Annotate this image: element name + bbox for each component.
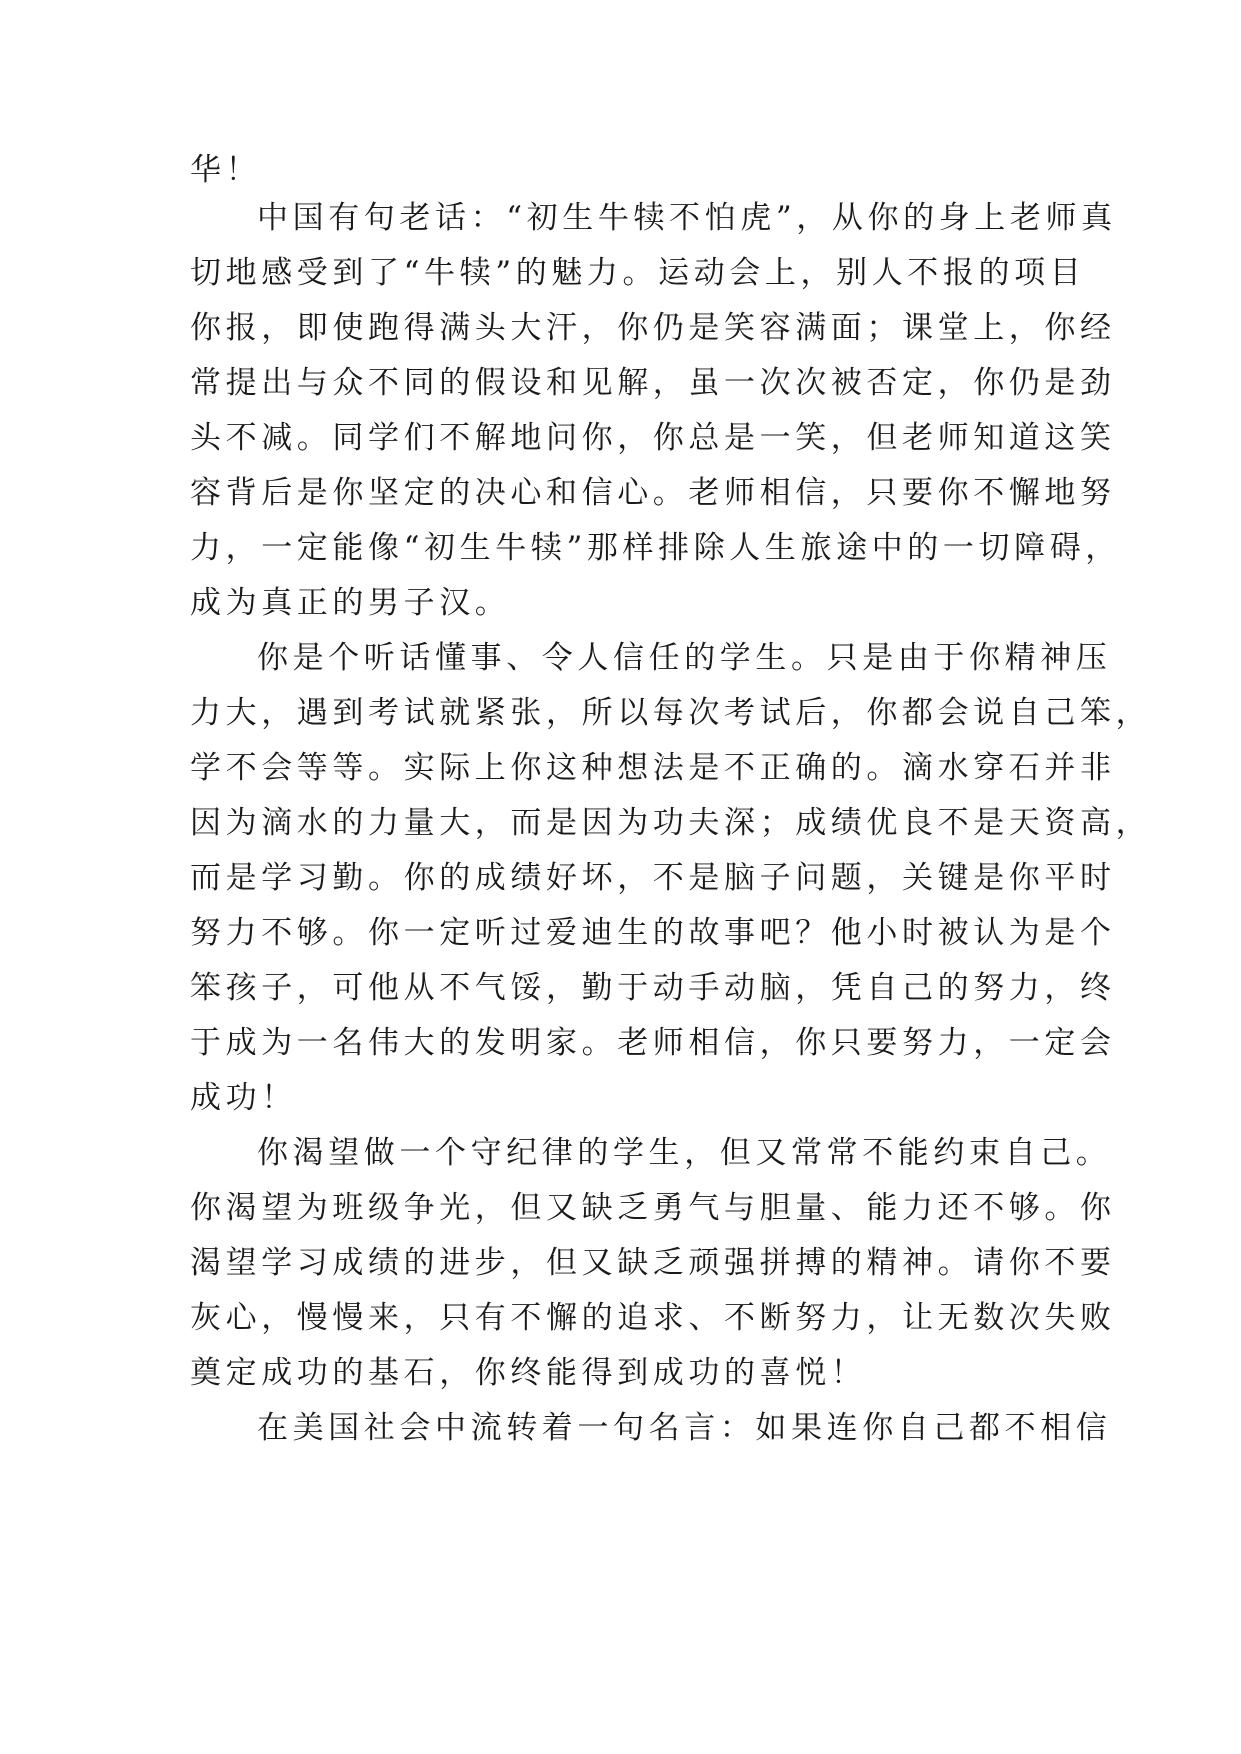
text-line: 成功！ (190, 1080, 297, 1116)
text-line: 头不减。同学们不解地问你，你总是一笑，但老师知道这笑 (190, 420, 1116, 456)
text-line: 渴望学习成绩的进步，但又缺乏顽强拼搏的精神。请你不要 (190, 1245, 1116, 1281)
text-line: 切地感受到了“牛犊”的魅力。运动会上，别人不报的项目 (190, 255, 1086, 291)
text-line: 华！ (190, 152, 262, 188)
text-line: 你渴望为班级争光，但又缺乏勇气与胆量、能力还不够。你 (190, 1190, 1116, 1226)
text-line: 力，一定能像“初生牛犊”那样排除人生旅途中的一切障碍， (190, 530, 1121, 566)
text-line: 因为滴水的力量大，而是因为功夫深；成绩优良不是天资高， (190, 805, 1152, 841)
text-line: 而是学习勤。你的成绩好坏，不是脑子问题，关键是你平时 (190, 860, 1116, 896)
text-line: 容背后是你坚定的决心和信心。老师相信，只要你不懈地努 (190, 475, 1116, 511)
text-line: 常提出与众不同的假设和见解，虽一次次被否定，你仍是劲 (190, 365, 1116, 401)
text-line: 奠定成功的基石，你终能得到成功的喜悦！ (190, 1355, 867, 1391)
text-line: 于成为一名伟大的发明家。老师相信，你只要努力，一定会 (190, 1025, 1116, 1061)
paragraph-first-line: 你渴望做一个守纪律的学生，但又常常不能约束自己。 (257, 1135, 1112, 1171)
text-line: 你报，即使跑得满头大汗，你仍是笑容满面；课堂上，你经 (190, 310, 1116, 346)
paragraph-first-line: 中国有句老话：“初生牛犊不怕虎”，从你的身上老师真 (257, 200, 1117, 236)
text-line: 力大，遇到考试就紧张，所以每次考试后，你都会说自己笨， (190, 695, 1152, 731)
paragraph-first-line: 在美国社会中流转着一句名言：如果连你自己都不相信 (257, 1410, 1112, 1446)
text-line: 努力不够。你一定听过爱迪生的故事吧？他小时被认为是个 (190, 915, 1116, 951)
text-line: 笨孩子，可他从不气馁，勤于动手动脑，凭自己的努力，终 (190, 970, 1116, 1006)
text-line: 成为真正的男子汉。 (190, 585, 511, 621)
text-line: 学不会等等。实际上你这种想法是不正确的。滴水穿石并非 (190, 750, 1116, 786)
paragraph-first-line: 你是个听话懂事、令人信任的学生。只是由于你精神压 (257, 640, 1112, 676)
text-line: 灰心，慢慢来，只有不懈的追求、不断努力，让无数次失败 (190, 1300, 1116, 1336)
